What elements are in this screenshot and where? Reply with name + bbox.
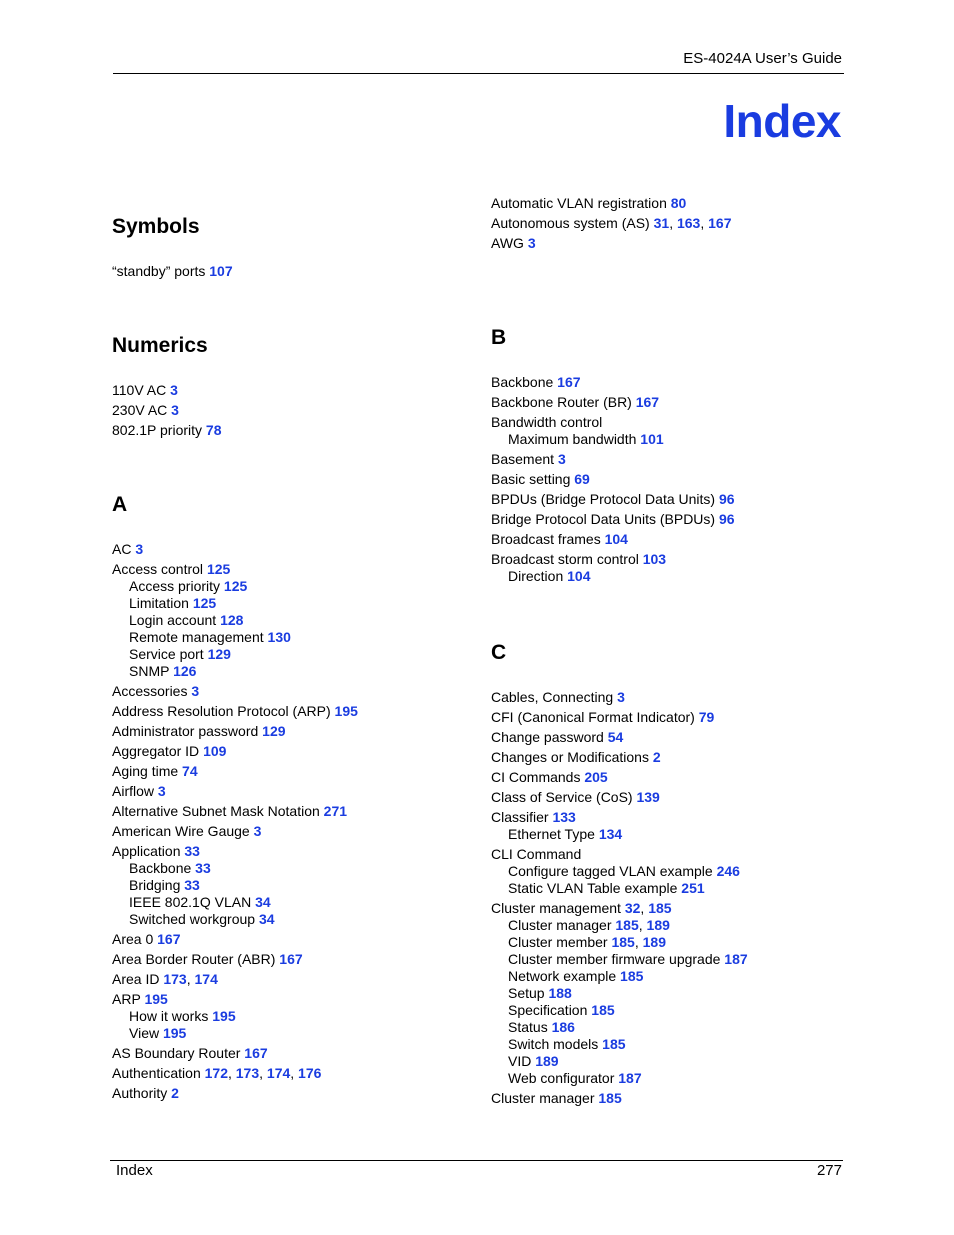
index-entry: [491, 749, 831, 766]
index-term: Bandwidth control: [491, 414, 603, 430]
index-entry: [112, 951, 452, 968]
index-term: AC: [112, 541, 132, 557]
index-entry: [491, 235, 831, 252]
index-entry: [491, 491, 831, 508]
page-link[interactable]: 163: [676, 215, 701, 231]
index-term: Cluster member: [508, 934, 608, 950]
index-subentry: [112, 860, 452, 877]
page-separator: ,: [638, 917, 647, 933]
index-term: Basement: [491, 451, 555, 467]
page-link[interactable]: 185: [615, 917, 639, 933]
page-link[interactable]: 69: [574, 471, 590, 487]
index-entry: [112, 1045, 452, 1062]
page-link[interactable]: 186: [551, 1019, 575, 1035]
page-link[interactable]: 167: [708, 215, 732, 231]
index-term: Alternative Subnet Mask Notation: [112, 803, 320, 819]
page-link[interactable]: 3: [617, 689, 625, 705]
page-link[interactable]: 185: [611, 934, 635, 950]
index-term: Classifier: [491, 809, 549, 825]
index-entry: [112, 683, 452, 700]
index-term: “standby” ports: [112, 263, 206, 279]
page-link[interactable]: 33: [195, 860, 211, 876]
index-entry: [491, 709, 831, 726]
index-entry: [112, 402, 452, 419]
index-entry: [491, 789, 831, 806]
index-term: Configure tagged VLAN example: [508, 863, 713, 879]
page-link[interactable]: 78: [205, 422, 222, 438]
page-link[interactable]: 139: [636, 789, 660, 805]
index-term: CFI (Canonical Format Indicator): [491, 709, 695, 725]
running-header: ES-4024A User’s Guide: [683, 50, 842, 67]
index-term: Automatic VLAN registration: [491, 195, 667, 211]
index-term: Changes or Modifications: [491, 749, 649, 765]
index-subentry: [491, 951, 831, 968]
page-link[interactable]: 185: [598, 1090, 622, 1106]
index-term: Change password: [491, 729, 604, 745]
index-term: Aggregator ID: [112, 743, 200, 759]
section-a: [112, 493, 452, 1102]
index-term: CI Commands: [491, 769, 581, 785]
page-link[interactable]: 246: [716, 863, 740, 879]
index-subentry: [112, 646, 452, 663]
index-entry: [491, 846, 831, 863]
index-term: Bridging: [129, 877, 181, 893]
index-term: Backbone: [491, 374, 554, 390]
page-link[interactable]: 173: [163, 971, 187, 987]
page-link[interactable]: 104: [567, 568, 591, 584]
index-entry-list: [491, 374, 831, 585]
index-entry: [112, 743, 452, 760]
index-subentry: [491, 985, 831, 1002]
index-entry-list: [112, 382, 452, 439]
index-term: Autonomous system (AS): [491, 215, 650, 231]
page-link[interactable]: 176: [298, 1065, 322, 1081]
page-link[interactable]: 128: [220, 612, 244, 628]
page-link[interactable]: 3: [557, 451, 566, 467]
page-link[interactable]: 167: [244, 1045, 268, 1061]
index-term: Cluster manager: [508, 917, 612, 933]
page-link[interactable]: 251: [681, 880, 705, 896]
index-entry: [491, 471, 831, 488]
heading-spacer: [491, 665, 831, 686]
page-link[interactable]: 167: [157, 931, 181, 947]
page-link[interactable]: 173: [235, 1065, 260, 1081]
header-rule: [113, 73, 844, 74]
index-entry-list: [491, 689, 831, 1107]
page-link[interactable]: 189: [646, 917, 670, 933]
index-term: Airflow: [112, 783, 155, 799]
index-subentry: [112, 612, 452, 629]
index-term: How it works: [129, 1008, 209, 1024]
index-entry: [491, 451, 831, 468]
index-subentry: [112, 911, 452, 928]
index-entry: [112, 382, 452, 399]
index-entry: [491, 215, 831, 232]
index-term: Switch models: [508, 1036, 599, 1052]
section-heading: B: [491, 326, 507, 349]
page-link[interactable]: 101: [640, 431, 664, 447]
index-subentry: [491, 968, 831, 985]
heading-spacer: [112, 358, 452, 379]
heading-spacer: [112, 517, 452, 538]
page-link[interactable]: 79: [698, 709, 715, 725]
page-link[interactable]: 130: [267, 629, 291, 645]
index-term: Backbone: [129, 860, 192, 876]
index-term: Setup: [508, 985, 545, 1001]
index-entry: [112, 991, 452, 1008]
page-separator: ,: [227, 1065, 236, 1081]
index-term: Broadcast frames: [491, 531, 601, 547]
page-link[interactable]: 109: [203, 743, 227, 759]
index-entry: [491, 531, 831, 548]
index-term: 110V AC: [112, 382, 167, 398]
footer-rule: [110, 1160, 843, 1161]
index-term: Broadcast storm control: [491, 551, 639, 567]
page-link[interactable]: 129: [207, 646, 231, 662]
page-link[interactable]: 104: [604, 531, 628, 547]
index-subentry: [491, 863, 831, 880]
index-term: Network example: [508, 968, 617, 984]
footer-page-number: 277: [816, 1162, 842, 1179]
page-separator: ,: [669, 215, 677, 231]
index-subentry: [491, 1002, 831, 1019]
page-link[interactable]: 167: [635, 394, 660, 410]
page-separator: ,: [634, 934, 643, 950]
page-link[interactable]: 188: [548, 985, 572, 1001]
page-separator: ,: [186, 971, 195, 987]
index-entry: [112, 843, 452, 860]
index-subentry: [491, 917, 831, 934]
index-entry: [491, 511, 831, 528]
page-link[interactable]: 187: [618, 1070, 642, 1086]
index-term: Access priority: [129, 578, 221, 594]
index-term: Access control: [112, 561, 204, 577]
page-link[interactable]: 174: [194, 971, 218, 987]
page-link[interactable]: 34: [255, 894, 271, 910]
index-term: Switched workgroup: [129, 911, 256, 927]
index-entry-list: [112, 541, 452, 1102]
index-term: Application: [112, 843, 181, 859]
page-link[interactable]: 3: [253, 823, 262, 839]
index-subentry: [112, 578, 452, 595]
index-subentry: [112, 629, 452, 646]
page-link[interactable]: 172: [204, 1065, 228, 1081]
index-term: Direction: [508, 568, 564, 584]
index-term: AS Boundary Router: [112, 1045, 241, 1061]
index-subentry: [112, 663, 452, 680]
section-symbols: [112, 215, 452, 280]
section-a-continued: [491, 192, 831, 252]
index-entry: [112, 422, 452, 439]
index-term: Specification: [508, 1002, 588, 1018]
page-link[interactable]: 167: [557, 374, 581, 390]
page-link[interactable]: 3: [171, 402, 179, 418]
index-entry: [112, 931, 452, 948]
index-entry: [112, 1085, 452, 1102]
index-term: ARP: [112, 991, 141, 1007]
index-term: SNMP: [129, 663, 170, 679]
page-link[interactable]: 167: [279, 951, 303, 967]
page-link[interactable]: 185: [591, 1002, 615, 1018]
page-link[interactable]: 32: [624, 900, 641, 916]
page-link[interactable]: 125: [192, 595, 217, 611]
page-separator: ,: [700, 215, 709, 231]
index-entry: [112, 263, 452, 280]
index-subentry: [491, 1036, 831, 1053]
index-entry: [112, 783, 452, 800]
index-term: Service port: [129, 646, 204, 662]
index-entry: [112, 561, 452, 578]
index-term: Area 0: [112, 931, 154, 947]
index-term: View: [129, 1025, 160, 1041]
index-term: Cluster management: [491, 900, 621, 916]
index-entry: [491, 769, 831, 786]
index-term: Bridge Protocol Data Units (BPDUs): [491, 511, 716, 527]
page-link[interactable]: 3: [170, 382, 178, 398]
index-subentry: [491, 1053, 831, 1070]
index-entry: [491, 414, 831, 431]
index-term: Cables, Connecting: [491, 689, 614, 705]
index-entry: [112, 763, 452, 780]
index-term: BPDUs (Bridge Protocol Data Units): [491, 491, 716, 507]
index-subentry: [112, 894, 452, 911]
index-term: Cluster member firmware upgrade: [508, 951, 721, 967]
index-subentry: [491, 1070, 831, 1087]
index-term: Login account: [129, 612, 217, 628]
index-entry: [491, 394, 831, 411]
page-link[interactable]: 33: [184, 877, 200, 893]
index-entry: [491, 551, 831, 568]
index-term: Static VLAN Table example: [508, 880, 678, 896]
index-term: Area Border Router (ABR): [112, 951, 276, 967]
index-term: Status: [508, 1019, 548, 1035]
index-entry-list: [491, 195, 831, 252]
heading-spacer: [491, 350, 831, 371]
section-heading: C: [491, 641, 507, 664]
index-term: IEEE 802.1Q VLAN: [129, 894, 252, 910]
page-link[interactable]: 34: [258, 911, 275, 927]
index-entry: [112, 541, 452, 558]
page-link[interactable]: 96: [718, 491, 735, 507]
page-link[interactable]: 3: [157, 783, 166, 799]
page-link[interactable]: 3: [135, 541, 144, 557]
page-link[interactable]: 195: [334, 703, 358, 719]
page-link[interactable]: 195: [212, 1008, 236, 1024]
index-term: Remote management: [129, 629, 264, 645]
page-link[interactable]: 271: [323, 803, 348, 819]
index-term: Class of Service (CoS): [491, 789, 633, 805]
page-link[interactable]: 185: [620, 968, 644, 984]
page-separator: ,: [290, 1065, 299, 1081]
index-entry: [491, 1090, 831, 1107]
index-subentry: [112, 1008, 452, 1025]
index-term: Ethernet Type: [508, 826, 595, 842]
index-term: 802.1P priority: [112, 422, 203, 438]
page-link[interactable]: 125: [223, 578, 248, 594]
page-link[interactable]: 174: [266, 1065, 291, 1081]
page-link[interactable]: 2: [652, 749, 661, 765]
page-link[interactable]: 185: [648, 900, 672, 916]
page-link[interactable]: 126: [173, 663, 197, 679]
index-subentry: [491, 826, 831, 843]
page-link[interactable]: 33: [184, 843, 200, 859]
index-term: Aging time: [112, 763, 179, 779]
page-link[interactable]: 74: [182, 763, 198, 779]
page-link[interactable]: 54: [607, 729, 624, 745]
page-title: Index: [723, 95, 841, 147]
page-link[interactable]: 103: [642, 551, 667, 567]
index-term: AWG: [491, 235, 524, 251]
index-entry: [491, 689, 831, 706]
index-term: Authentication: [112, 1065, 201, 1081]
page-link[interactable]: 3: [527, 235, 536, 251]
index-term: Address Resolution Protocol (ARP): [112, 703, 331, 719]
index-term: Limitation: [129, 595, 189, 611]
index-term: Authority: [112, 1085, 168, 1101]
page-link[interactable]: 195: [162, 1025, 187, 1041]
index-entry: [491, 374, 831, 391]
page-link[interactable]: 31: [653, 215, 670, 231]
page-link[interactable]: 80: [670, 195, 687, 211]
index-entry: [112, 703, 452, 720]
index-term: Accessories: [112, 683, 188, 699]
page-separator: ,: [259, 1065, 267, 1081]
index-subentry: [112, 877, 452, 894]
index-subentry: [112, 1025, 452, 1042]
page-link[interactable]: 96: [718, 511, 735, 527]
page-link[interactable]: 189: [535, 1053, 559, 1069]
page-link[interactable]: 195: [144, 991, 168, 1007]
index-entry: [112, 803, 452, 820]
index-subentry: [491, 934, 831, 951]
index-subentry: [491, 568, 831, 585]
index-entry-list: [112, 263, 452, 280]
page-link[interactable]: 107: [209, 263, 233, 279]
index-term: Web configurator: [508, 1070, 615, 1086]
index-subentry: [491, 880, 831, 897]
index-entry: [491, 900, 831, 917]
index-entry: [112, 823, 452, 840]
page-link[interactable]: 185: [602, 1036, 626, 1052]
page-link[interactable]: 3: [191, 683, 200, 699]
index-term: Basic setting: [491, 471, 571, 487]
section-numerics: [112, 334, 452, 439]
page-link[interactable]: 187: [724, 951, 748, 967]
index-subentry: [491, 1019, 831, 1036]
index-term: CLI Command: [491, 846, 582, 862]
index-term: Maximum bandwidth: [508, 431, 637, 447]
section-heading: Symbols: [112, 215, 200, 238]
footer-section: Index: [116, 1162, 153, 1179]
page-link[interactable]: 134: [598, 826, 623, 842]
page-link[interactable]: 2: [171, 1085, 179, 1101]
page-link[interactable]: 205: [584, 769, 608, 785]
page-link[interactable]: 189: [642, 934, 666, 950]
index-subentry: [112, 595, 452, 612]
page-link[interactable]: 125: [206, 561, 231, 577]
index-entry: [112, 723, 452, 740]
index-term: VID: [508, 1053, 532, 1069]
index-subentry: [491, 431, 831, 448]
page-separator: ,: [640, 900, 649, 916]
index-term: Backbone Router (BR): [491, 394, 632, 410]
index-entry: [491, 809, 831, 826]
index-term: Administrator password: [112, 723, 259, 739]
section-b: [491, 326, 831, 585]
page-link[interactable]: 129: [262, 723, 286, 739]
section-c: [491, 641, 831, 1107]
index-entry: [491, 729, 831, 746]
index-term: Area ID: [112, 971, 160, 987]
page-link[interactable]: 133: [552, 809, 576, 825]
index-term: 230V AC: [112, 402, 168, 418]
heading-spacer: [112, 239, 452, 260]
index-entry: [112, 971, 452, 988]
index-term: Cluster manager: [491, 1090, 595, 1106]
index-term: American Wire Gauge: [112, 823, 250, 839]
section-heading: Numerics: [112, 334, 208, 357]
index-entry: [112, 1065, 452, 1082]
index-entry: [491, 195, 831, 212]
section-heading: A: [112, 493, 128, 516]
